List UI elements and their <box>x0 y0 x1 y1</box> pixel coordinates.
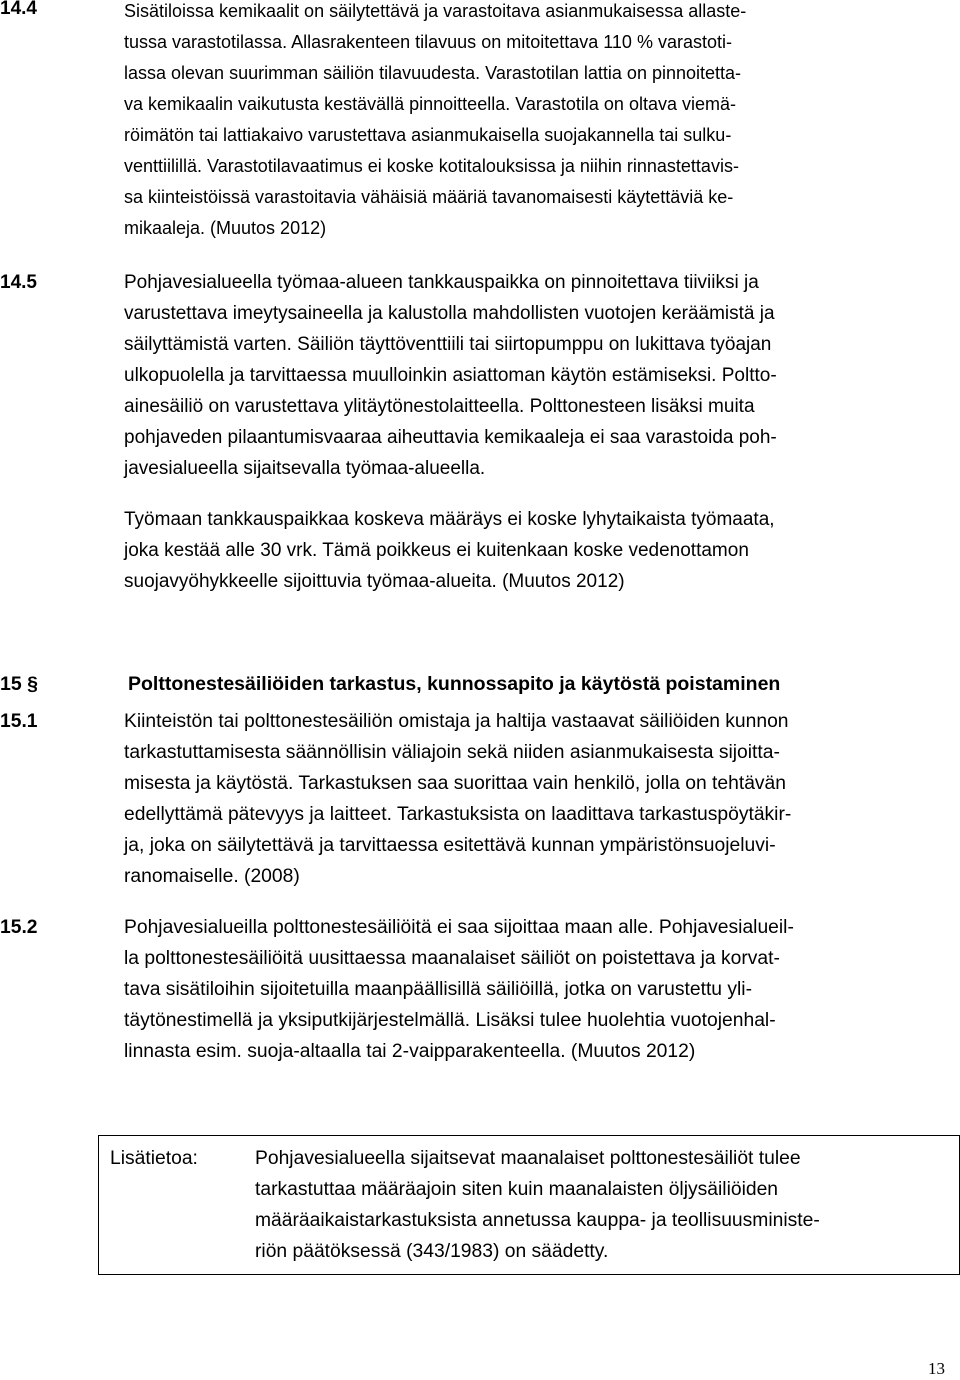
section-number-15-2: 15.2 <box>0 917 38 938</box>
info-box-line: määräaikaistarkastuksista annetussa kauppa- ja teollisuusministe- <box>255 1210 820 1231</box>
text-line: Kiinteistön tai polttonestesäiliön omistaja ja haltija vastaavat säiliöiden kunnon <box>124 711 789 732</box>
info-box-line: Pohjavesialueella sijaitsevat maanalaiset polttonestesäiliöt tulee <box>255 1148 801 1169</box>
info-box-line: tarkastuttaa määräajoin siten kuin maanalaisten öljysäiliöiden <box>255 1179 779 1200</box>
info-box-line: riön päätöksessä (343/1983) on säädetty. <box>255 1241 609 1262</box>
text-line: linnasta esim. suoja-altaalla tai 2-vaipparakenteella. (Muutos 2012) <box>124 1041 696 1062</box>
text-line: sa kiinteistöissä varastoitavia vähäisiä määriä tavanomaisesti käytettäviä ke- <box>124 187 734 207</box>
text-line: edellyttämä pätevyys ja laitteet. Tarkastuksista on laadittava tarkastuspöytäkir- <box>124 804 792 825</box>
text-line: suojavyöhykkeelle sijoittuvia työmaa-alueita. (Muutos 2012) <box>124 571 625 592</box>
text-line: varustettava imeytysaineella ja kalustolla mahdollisten vuotojen keräämistä ja <box>124 303 775 324</box>
text-line: ranomaiselle. (2008) <box>124 866 300 887</box>
text-line: tarkastuttamisesta säännöllisin väliajoin sekä niiden asianmukaisesta sijoitta- <box>124 742 780 763</box>
text-line: joka kestää alle 30 vrk. Tämä poikkeus ei kuitenkaan koske vedenottamon <box>124 540 749 561</box>
section-number-15-1: 15.1 <box>0 711 38 732</box>
text-line: va kemikaalin vaikutusta kestävällä pinnoitteella. Varastotila on oltava viemä- <box>124 94 736 114</box>
text-line: ja, joka on säilytettävä ja tarvittaessa esitettävä kunnan ympäristönsuojeluvi- <box>124 835 776 856</box>
section-number-14-5: 14.5 <box>0 272 37 293</box>
section-number-14-4: 14.4 <box>0 0 37 19</box>
info-box-label: Lisätietoa: <box>110 1148 198 1169</box>
text-line: ainesäiliö on varustettava ylitäytönestolaitteella. Polttonesteen lisäksi muita <box>124 396 755 417</box>
text-line: pohjaveden pilaantumisvaaraa aiheuttavia kemikaaleja ei saa varastoida poh- <box>124 427 777 448</box>
text-line: mikaaleja. (Muutos 2012) <box>124 218 327 238</box>
text-line: la polttonestesäiliöitä uusittaessa maanalaiset säiliöt on poistettava ja korvat- <box>124 948 780 969</box>
text-line: Työmaan tankkauspaikkaa koskeva määräys ei koske lyhytaikaista työmaata, <box>124 509 775 530</box>
text-line: Sisätiloissa kemikaalit on säilytettävä ja varastoitava asianmukaisessa allaste- <box>124 1 747 21</box>
page-number: 13 <box>928 1359 945 1378</box>
text-line: tussa varastotilassa. Allasrakenteen tilavuus on mitoitettava 110 % varastoti- <box>124 32 732 52</box>
text-line: misesta ja käytöstä. Tarkastuksen saa suorittaa vain henkilö, jolla on tehtävän <box>124 773 787 794</box>
text-line: javesialueella sijaitsevalla työmaa-alueella. <box>124 458 486 479</box>
text-line: tava sisätiloihin sijoitetuilla maanpäällisillä säiliöillä, jotka on varustettu yli- <box>124 979 753 1000</box>
text-line: ulkopuolella ja tarvittaessa muulloinkin asiattoman käytön estämiseksi. Poltto- <box>124 365 777 386</box>
text-line: täytönestimellä ja yksiputkijärjestelmällä. Lisäksi tulee huolehtia vuotojenhal- <box>124 1010 776 1031</box>
heading-number: 15 § <box>0 673 38 695</box>
text-line: venttiilillä. Varastotilavaatimus ei koske kotitalouksissa ja niihin rinnastettavis- <box>124 156 739 176</box>
text-line: Pohjavesialueilla polttonestesäiliöitä ei saa sijoittaa maan alle. Pohjavesialueil- <box>124 917 794 938</box>
text-line: säilyttämistä varten. Säiliön täyttöventtiili tai siirtopumppu on lukittava työajan <box>124 334 772 355</box>
text-line: Pohjavesialueella työmaa-alueen tankkauspaikka on pinnoitettava tiiviiksi ja <box>124 272 759 293</box>
text-line: lassa olevan suurimman säiliön tilavuudesta. Varastotilan lattia on pinnoitetta- <box>124 63 742 83</box>
section-heading: Polttonestesäiliöiden tarkastus, kunnossapito ja käytöstä poistaminen <box>128 673 781 695</box>
text-line: röimätön tai lattiakaivo varustettava asianmukaisella suojakannella tai sulku- <box>124 125 732 145</box>
